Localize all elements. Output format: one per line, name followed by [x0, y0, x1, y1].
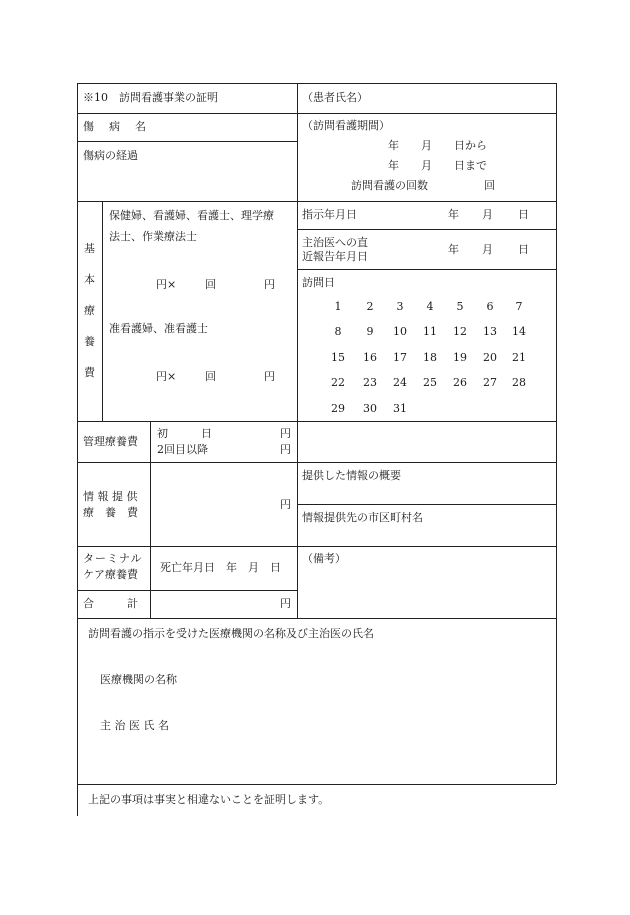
- visit-day: 9: [366, 325, 374, 338]
- patient-name-label: （患者氏名）: [302, 91, 368, 104]
- visit-day: 22: [331, 376, 345, 389]
- management-first-label: 初 日: [157, 427, 212, 440]
- rule: [77, 421, 556, 422]
- basic-fee-char: 本: [84, 273, 95, 286]
- info-city-label: 情報提供先の市区町村名: [302, 511, 423, 524]
- death-date: 死亡年月日 年 月 日: [160, 561, 281, 574]
- report-day: 日: [518, 243, 529, 256]
- terminal-label-line1: ターミナル: [83, 552, 143, 565]
- assoc-nurse-label: 准看護婦、准看護士: [109, 322, 208, 335]
- nurse-calc-kai: 回: [205, 278, 216, 291]
- visit-day: 15: [331, 351, 345, 364]
- visit-day: 30: [363, 402, 377, 415]
- basic-fee-char: 基: [84, 242, 95, 255]
- visit-day: 4: [426, 300, 434, 313]
- visit-day: 26: [453, 376, 467, 389]
- visit-day: 27: [483, 376, 497, 389]
- visit-day: 19: [453, 351, 467, 364]
- visit-day: 13: [483, 325, 497, 338]
- disease-name-label: 傷 病 名: [83, 120, 148, 133]
- visit-count-unit: 回: [484, 179, 495, 192]
- info-summary-label: 提供した情報の概要: [302, 469, 401, 482]
- visit-day: 24: [393, 376, 407, 389]
- report-date-label-line1: 主治医への直: [302, 236, 368, 249]
- visit-day: 6: [486, 300, 494, 313]
- management-fee-label: 管理療養費: [83, 435, 138, 448]
- remarks-label: （備考）: [302, 552, 346, 565]
- certificate-title: ※10 訪問看護事業の証明: [83, 91, 218, 104]
- instruction-month: 月: [482, 208, 493, 221]
- visit-day: 8: [334, 325, 342, 338]
- nurse-calc-yen: 円×: [156, 278, 177, 291]
- rule: [77, 141, 297, 142]
- rule: [77, 618, 556, 619]
- rule: [77, 113, 556, 114]
- rule: [297, 504, 556, 505]
- report-year: 年: [448, 243, 459, 256]
- report-month: 月: [482, 243, 493, 256]
- info-fee-label-line2: 療 養 費: [83, 506, 138, 519]
- visit-day: 25: [423, 376, 437, 389]
- terminal-label-line2: ケア療養費: [83, 568, 138, 581]
- basic-fee-char: 養: [84, 335, 95, 348]
- visit-day: 2: [366, 300, 374, 313]
- basic-fee-char: 療: [84, 304, 95, 317]
- visit-day: 29: [331, 402, 345, 415]
- basic-fee-char: 費: [84, 366, 95, 379]
- period-to: 年 月 日まで: [388, 159, 487, 172]
- rule: [77, 784, 556, 785]
- rule: [77, 590, 297, 591]
- nurse-calc-total: 円: [264, 278, 275, 291]
- rule: [77, 462, 556, 463]
- visit-day: 23: [363, 376, 377, 389]
- certification-statement: 上記の事項は事実と相違ないことを証明します。: [88, 793, 330, 806]
- management-second-label: 2回目以降: [157, 443, 208, 456]
- visit-day: 7: [515, 300, 523, 313]
- institution-name-label: 医療機関の名称: [100, 673, 177, 686]
- visit-day: 14: [512, 325, 526, 338]
- report-date-label-line2: 近報告年月日: [302, 250, 368, 263]
- visit-day: 16: [363, 351, 377, 364]
- rule: [297, 229, 556, 230]
- visit-days-label: 訪問日: [302, 276, 335, 289]
- management-first-yen: 円: [280, 427, 291, 440]
- visit-day: 3: [396, 300, 404, 313]
- instruction-year: 年: [448, 208, 459, 221]
- visit-day: 18: [423, 351, 437, 364]
- visit-period-label: （訪問看護期間）: [302, 119, 390, 132]
- management-second-yen: 円: [280, 443, 291, 456]
- nurse-types-line2: 法士、作業療法士: [109, 230, 197, 243]
- visit-day: 10: [393, 325, 407, 338]
- info-fee-yen: 円: [280, 498, 291, 511]
- rule: [556, 83, 557, 784]
- visit-day: 31: [393, 402, 407, 415]
- rule: [102, 201, 103, 421]
- rule: [77, 83, 78, 816]
- visit-day: 1: [334, 300, 342, 313]
- assoc-calc-total: 円: [264, 370, 275, 383]
- institution-heading: 訪問看護の指示を受けた医療機関の名称及び主治医の氏名: [88, 627, 374, 640]
- visit-day: 21: [512, 351, 526, 364]
- visit-day: 17: [393, 351, 407, 364]
- visit-day: 5: [456, 300, 464, 313]
- instruction-day: 日: [518, 208, 529, 221]
- rule: [77, 201, 556, 202]
- visit-day: 28: [512, 376, 526, 389]
- period-from: 年 月 日から: [388, 139, 487, 152]
- assoc-calc-kai: 回: [205, 370, 216, 383]
- visit-day: 11: [423, 325, 437, 338]
- visit-day: 12: [453, 325, 467, 338]
- doctor-name-label: 主 治 医 氏 名: [100, 719, 169, 732]
- assoc-calc-yen: 円×: [156, 370, 177, 383]
- disease-progress-label: 傷病の経過: [83, 149, 138, 162]
- rule: [150, 421, 151, 618]
- visit-count-label: 訪問看護の回数: [351, 179, 428, 192]
- total-yen: 円: [280, 597, 291, 610]
- nurse-types-line1: 保健婦、看護婦、看護士、理学療: [109, 209, 274, 222]
- total-label: 合 計: [83, 597, 138, 610]
- visit-day: 20: [483, 351, 497, 364]
- rule: [297, 83, 298, 618]
- rule: [77, 546, 556, 547]
- info-fee-label-line1: 情 報 提 供: [83, 490, 138, 503]
- rule: [77, 83, 556, 84]
- rule: [297, 269, 556, 270]
- instruction-date-label: 指示年月日: [302, 208, 357, 221]
